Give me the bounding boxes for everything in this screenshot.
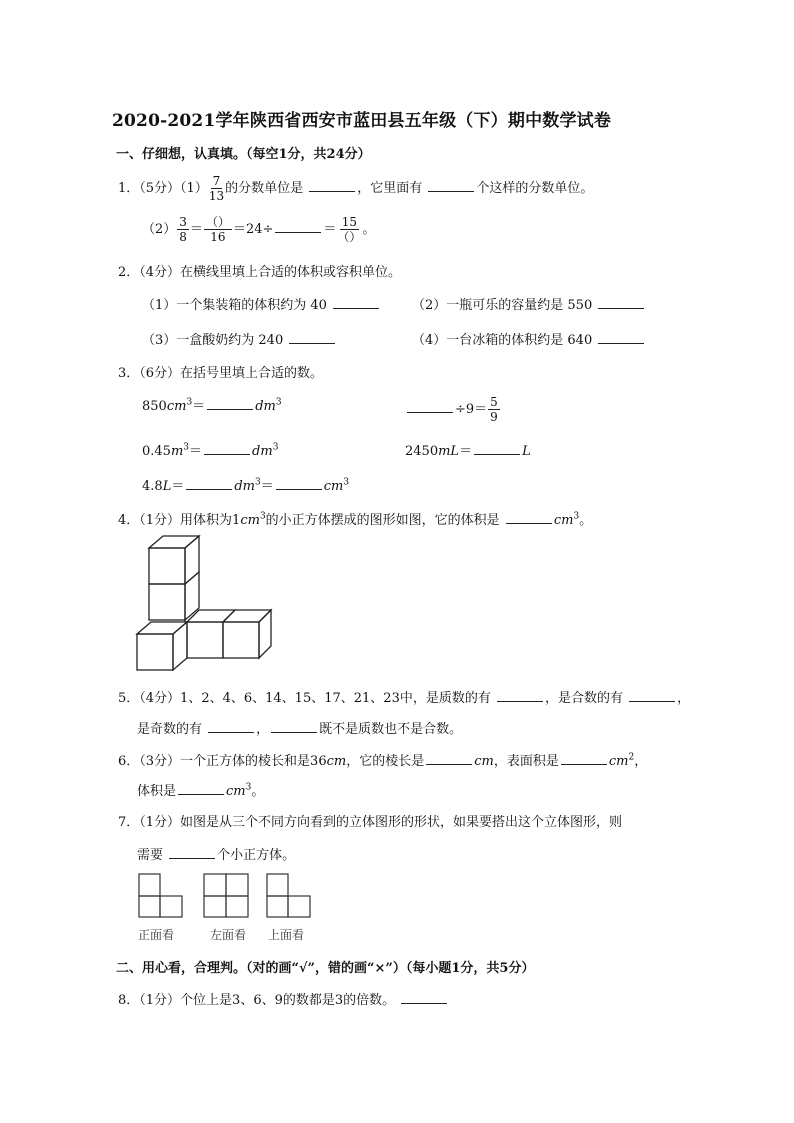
cube-side xyxy=(185,536,199,584)
answer-blank[interactable] xyxy=(275,221,321,233)
cube-face xyxy=(149,584,185,620)
answer-blank[interactable] xyxy=(401,992,447,1004)
fraction-15-blank: $\frac{15}{()}$ xyxy=(337,215,362,244)
front-view-figure xyxy=(139,874,182,917)
q1-label: 1．（5分）（1） xyxy=(118,181,208,196)
answer-blank[interactable] xyxy=(271,721,317,733)
answer-blank[interactable] xyxy=(426,753,472,765)
question-2-item-1: （1）一个集装箱的体积约为 40 xyxy=(142,294,381,313)
q1-text-b: ，它里面有 xyxy=(357,181,423,196)
question-7-line-2: 需要 个小正方体。 xyxy=(137,848,296,863)
question-1-part-1 xyxy=(118,174,593,203)
fraction-5-9: $\frac{5}{9}$ xyxy=(490,395,498,424)
cube-side xyxy=(259,610,271,658)
cube-side xyxy=(173,622,187,670)
answer-blank[interactable] xyxy=(474,443,520,455)
answer-blank[interactable] xyxy=(204,443,250,455)
question-2-item-4: （4）一台冰箱的体积约是 640 xyxy=(412,329,646,348)
left-view-figure xyxy=(204,874,248,917)
question-1-part-2 xyxy=(142,215,375,244)
question-3-stem: 3．（6分）在括号里填上合适的数。 xyxy=(118,366,324,381)
question-4: 4．（1分）用体积为$1cm^3$的小正方体摆成的图形如图，它的体积是 $cm^3$。 xyxy=(118,511,593,528)
question-6-line-1: 6．（3分）一个正方体的棱长和是36cm，它的棱长是 cm，表面积是 $cm^2$， xyxy=(118,752,648,769)
fraction-3-8: $\frac{3}{8}$ xyxy=(179,215,187,244)
question-2-item-3: （3）一盒酸奶约为 240 xyxy=(142,329,337,348)
answer-blank[interactable] xyxy=(598,297,644,309)
answer-blank[interactable] xyxy=(309,180,355,192)
question-5-line-2: 是奇数的有 ， 既不是质数也不是合数。 xyxy=(137,722,463,737)
question-2-item-2: （2）一瓶可乐的容量约是 550 xyxy=(412,294,646,313)
section-2-heading: 二、用心看，合理判。（对的画“√”，错的画“×”）（每小题1分，共5分） xyxy=(116,961,535,976)
answer-blank[interactable] xyxy=(208,721,254,733)
q1-part2-label: （2） xyxy=(142,222,177,237)
answer-blank[interactable] xyxy=(178,783,224,795)
answer-blank[interactable] xyxy=(276,478,322,490)
cube-arrangement-figure xyxy=(133,534,275,674)
question-8: 8．（1分）个位上是3、6、9的数都是3的倍数。 xyxy=(118,989,449,1008)
question-2-stem: 2．（4分）在横线里填上合适的体积或容积单位。 xyxy=(118,265,402,280)
q3-item-d: 2450mL＝ L xyxy=(405,444,531,459)
three-view-figures xyxy=(136,870,316,922)
q3-item-b: ÷9＝ $\frac{5}{9}$ xyxy=(405,395,501,424)
equals-sign: ＝ xyxy=(323,222,337,237)
q3-item-e: $4.8L= dm^3= cm^3$ xyxy=(142,477,350,494)
q3-item-a: $850cm^3= dm^3$ xyxy=(142,397,282,414)
q1-text-c: 个这样的分数单位。 xyxy=(476,181,594,196)
cube-face xyxy=(223,622,259,658)
question-5-line-1: 5．（4分）1、2、4、6、14、15、17、21、23中，是质数的有 ，是合数的有 ， xyxy=(118,691,691,706)
answer-blank[interactable] xyxy=(428,180,474,192)
top-view-figure xyxy=(267,874,310,917)
question-7-line-1: 7．（1分）如图是从三个不同方向看到的立体图形的形状，如果要搭出这个立体图形，则 xyxy=(118,815,623,830)
fraction-blank-16: $\frac{()}{16}$ xyxy=(205,215,230,244)
view-label-left: 左面看 xyxy=(210,928,247,942)
q1-part2-end: 。 xyxy=(362,222,376,237)
answer-blank[interactable] xyxy=(207,398,253,410)
answer-blank[interactable] xyxy=(561,753,607,765)
answer-blank[interactable] xyxy=(497,690,543,702)
cube-face xyxy=(149,548,185,584)
answer-blank[interactable] xyxy=(186,478,232,490)
section-1-heading: 一、仔细想，认真填。（每空1分，共24分） xyxy=(116,147,371,162)
q3-item-c: $0.45m^3= dm^3$ xyxy=(142,442,279,459)
answer-blank[interactable] xyxy=(407,401,453,413)
answer-blank[interactable] xyxy=(289,332,335,344)
question-6-line-2: 体积是 $cm^3$。 xyxy=(137,782,265,799)
division-text: ＝24÷ xyxy=(232,222,274,237)
answer-blank[interactable] xyxy=(506,512,552,524)
cube-face xyxy=(187,622,223,658)
answer-blank[interactable] xyxy=(598,332,644,344)
answer-blank[interactable] xyxy=(333,297,379,309)
fraction-7-13: $\frac{7}{13}$ xyxy=(208,174,225,203)
view-label-top: 上面看 xyxy=(268,928,305,942)
cube-face xyxy=(137,634,173,670)
answer-blank[interactable] xyxy=(169,847,215,859)
equals-sign: ＝ xyxy=(189,222,203,237)
answer-blank[interactable] xyxy=(629,690,675,702)
view-label-front: 正面看 xyxy=(138,928,175,942)
page-title: 2020-2021学年陕西省西安市蓝田县五年级（下）期中数学试卷 xyxy=(112,111,612,131)
cube-top xyxy=(223,610,271,622)
q1-text-a: 的分数单位是 xyxy=(225,181,304,196)
